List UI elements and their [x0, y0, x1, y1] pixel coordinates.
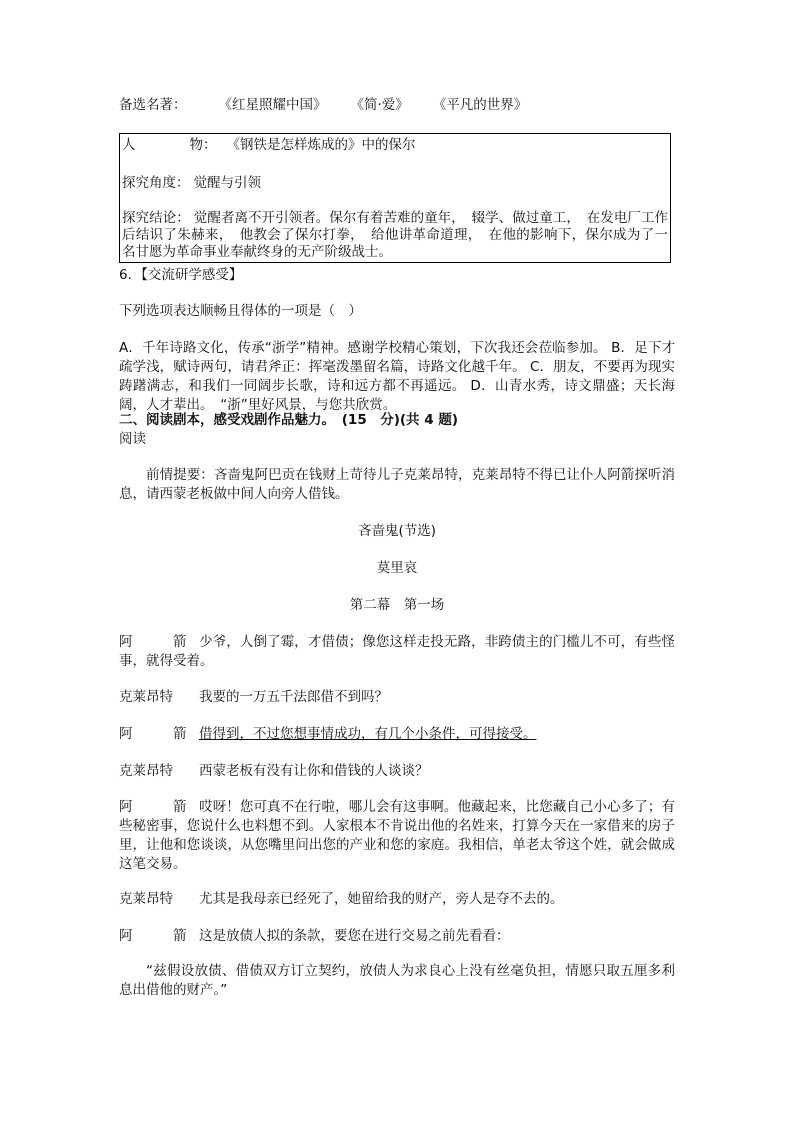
speaker: 克莱昂特: [119, 689, 173, 705]
speaker: 阿 箭: [119, 928, 187, 944]
speaker: 阿 箭: [119, 726, 187, 742]
speech: 我要的一万五千法郎借不到吗？: [199, 689, 388, 705]
dialogue-line-5: [119, 798, 675, 874]
exploration-box: [119, 133, 671, 263]
speech: 这是放债人拟的条款，要您在进行交易之前先看看：: [199, 928, 510, 944]
person-row: [122, 136, 416, 154]
conclusion-label: 探究结论：: [122, 210, 190, 226]
speaker: 克莱昂特: [119, 763, 173, 779]
play-author: 莫里哀: [376, 560, 418, 576]
books-label: 备选名著：: [119, 97, 187, 113]
speech: 西蒙老板有没有让你和借钱的人谈谈？: [199, 763, 429, 779]
conclusion-value: 觉醒者离不开引领者。保尔有着苦难的童年， 辍学、做过童工， 在发电厂工作后结识了朱赫来， 他教会了保尔打拳， 给他讲革命道理， 在他的影响下，保尔成为了一名甘愿为革命事业奉献终身的无产阶级战士。: [122, 210, 669, 260]
dialogue-line-6: [119, 890, 564, 908]
contract-quote: “兹假设放债、借债双方订立契约，放债人为求良心上没有丝毫负担，情愿只取五厘多利息出借他的财产。”: [119, 963, 675, 998]
books-line: [119, 96, 527, 114]
book-3: 《平凡的世界》: [432, 97, 528, 113]
dialogue-line-2: [119, 688, 388, 706]
book-1: 《红星照耀中国》: [218, 97, 327, 113]
underlined-speech: 借得到，不过您想事情成功，有几个小条件，可得接受。: [199, 726, 537, 742]
angle-label: 探究角度：: [122, 175, 190, 191]
angle-row: [122, 174, 261, 192]
play-title: 吝啬鬼(节选): [357, 523, 437, 539]
dialogue-line-7: [119, 927, 510, 945]
conclusion-row: [122, 210, 668, 261]
read-label: 阅读: [119, 431, 146, 447]
speaker: 阿 箭: [119, 634, 187, 650]
q6-options: A．千年诗路文化，传承“浙学”精神。感谢学校精心策划，下次我还会莅临参加。 B．足下才疏学浅，赋诗两句，请君斧正：挥毫泼墨留名篇，诗路文化越千年。 C．朋友，不要再为现实踌躇满志，和我们一同阔步长歌，诗和远方都不再遥远。 D．山青水秀，诗文鼎盛；天长海阔，人才辈出。 “浙”里好风景，与您共欣赏。: [119, 340, 675, 413]
section2-heading: 二、阅读剧本，感受戏剧作品魅力。 (15 分)(共 4 题): [119, 412, 459, 428]
q6-title: 6．【交流研学感受】: [119, 267, 243, 283]
speech: 尤其是我母亲已经死了，她留给我的财产，旁人是夺不去的。: [199, 891, 564, 907]
speech: 少爷，人倒了霉，才借债；像您这样走投无路，非跨债主的门槛儿不可，有些怪事，就得受着。: [119, 634, 675, 669]
dialogue-line-1: [119, 633, 675, 671]
angle-value: 觉醒与引领: [193, 175, 261, 191]
speech: 哎呀！您可真不在行啦，哪儿会有这事啊。他藏起来，比您藏自己小心多了；有些秘密事，您说什么也料想不到。人家根本不肯说出他的名姓来，打算今天在一家借来的房子里，让他和您谈谈，从您嘴里问出您的产业和您的家庭。我相信，单老太爷这个姓，就会做成这笔交易。: [119, 799, 675, 872]
speaker: 阿 箭: [119, 799, 187, 815]
play-act: 第二幕 第一场: [349, 597, 445, 613]
preface-paragraph: 前情提要：吝啬鬼阿巴贡在钱财上苛待儿子克莱昂特，克莱昂特不得已让仆人阿箭探听消息，请西蒙老板做中间人向旁人借钱。: [119, 467, 675, 502]
dialogue-line-4: [119, 762, 429, 780]
dialogue-line-3: [119, 725, 537, 743]
speaker: 克莱昂特: [119, 891, 173, 907]
person-value: 《钢铁是怎样炼成的》中的保尔: [226, 137, 416, 153]
book-2: 《简·爱》: [350, 97, 409, 113]
person-label: 人 物：: [122, 137, 217, 153]
q6-prompt: 下列选项表达顺畅且得体的一项是（ ）: [119, 303, 362, 319]
